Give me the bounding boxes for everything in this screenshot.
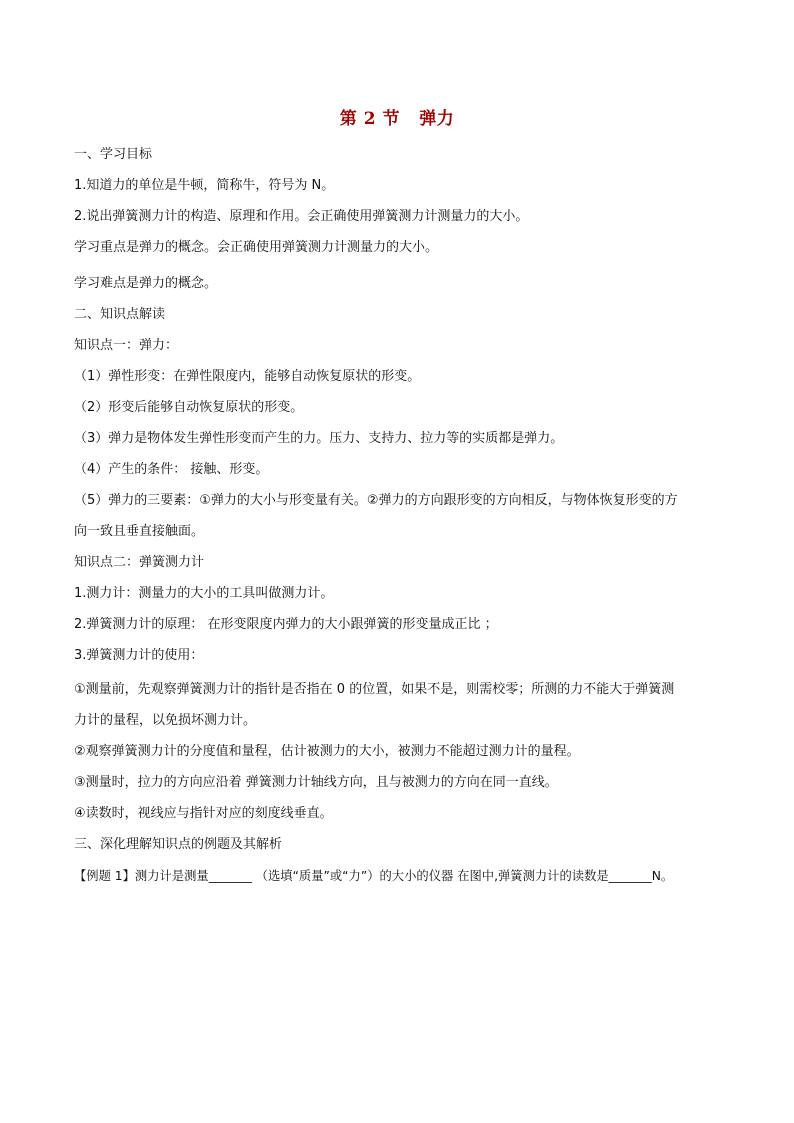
knowledge-point-1-heading: 知识点一：弹力： (74, 338, 179, 353)
usage-step-4: ④读数时，视线应与指针对应的刻度线垂直。 (74, 806, 333, 821)
heading-examples: 三、深化理解知识点的例题及其解析 (74, 837, 283, 852)
elastic-item-2: （2）形变后能够自动恢复原状的形变。 (74, 400, 304, 415)
elastic-item-4: （4）产生的条件： 接触、形变。 (74, 462, 269, 477)
example-1-text: 【例题 1】测力计是测量_______ （选填“质量”或“力”）的大小的仪器 在图中,弹簧测力计的读数是_______N。 (74, 869, 674, 883)
section-title: 第 2 节 弹力 (339, 109, 455, 129)
usage-step-3: ③测量时，拉力的方向应沿着 弹簧测力计轴线方向，且与被测力的方向在同一直线。 (74, 775, 558, 790)
usage-step-1-cont: 力计的量程，以免损坏测力计。 (74, 713, 257, 728)
goal-item-2: 2.说出弹簧测力计的构造、原理和作用。会正确使用弹簧测力计测量力的大小。 (74, 209, 529, 224)
goal-item-1: 1.知道力的单位是牛顿，简称牛，符号为 N。 (74, 178, 335, 193)
elastic-item-3: （3）弹力是物体发生弹性形变而产生的力。压力、支持力、拉力等的实质都是弹力。 (74, 431, 564, 446)
heading-learning-goals: 一、学习目标 (74, 147, 153, 162)
usage-step-2: ②观察弹簧测力计的分度值和量程，估计被测力的大小，被测力不能超过测力计的量程。 (74, 744, 580, 759)
knowledge-point-2-heading: 知识点二：弹簧测力计 (74, 555, 205, 570)
elastic-item-5-cont: 向一致且垂直接触面。 (74, 524, 205, 539)
meter-item-2: 2.弹簧测力计的原理： 在形变限度内弹力的大小跟弹簧的形变量成正比 ； (74, 617, 498, 632)
meter-item-1: 1.测力计：测量力的大小的工具叫做测力计。 (74, 586, 334, 601)
difficult-point: 学习难点是弹力的概念。 (74, 276, 218, 291)
usage-step-1: ①测量前，先观察弹簧测力计的指针是否指在 0 的位置，如果不是，则需校零；所测的力不能大于弹簧测 (74, 682, 675, 697)
key-point: 学习重点是弹力的概念。会正确使用弹簧测力计测量力的大小。 (74, 240, 439, 255)
elastic-item-1: （1）弹性形变：在弹性限度内，能够自动恢复原状的形变。 (74, 369, 421, 384)
meter-item-3: 3.弹簧测力计的使用： (74, 648, 204, 663)
elastic-item-5: （5）弹力的三要素：①弹力的大小与形变量有关。②弹力的方向跟形变的方向相反，与物体恢复形变的方 (74, 493, 678, 508)
heading-knowledge: 二、知识点解读 (74, 307, 166, 322)
